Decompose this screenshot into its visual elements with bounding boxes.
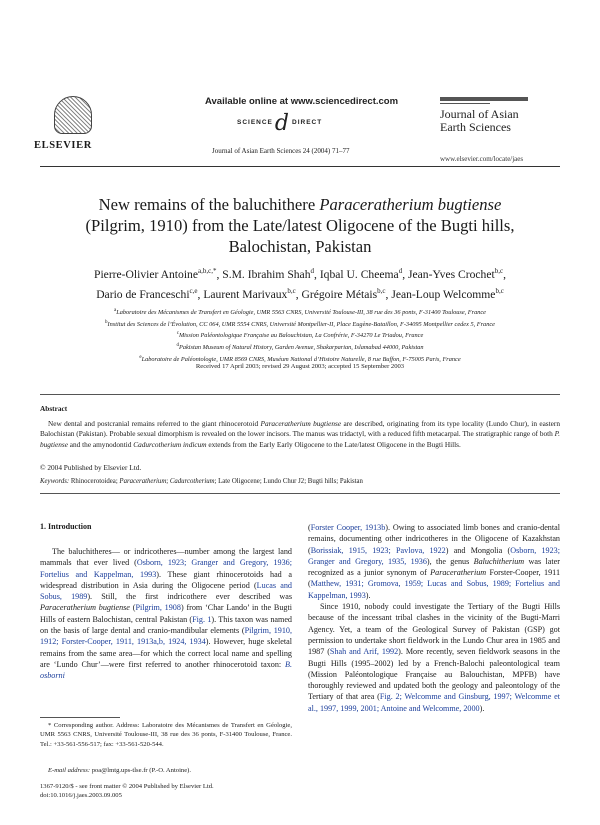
- header-rule: [40, 166, 560, 167]
- author: Jean-Loup Welcomme$^{b,c}$: [391, 286, 504, 301]
- affiliation: $^d$Pakistan Museum of Natural History, Garden Avenue, Shakarparian, Islamabad 44000, Pakistan: [176, 343, 424, 352]
- journal-line: [440, 103, 490, 104]
- title-line-2: (Pilgrim, 1910) from the Late/latest Oligocene of the Bugti hills,: [85, 216, 515, 235]
- corresponding-author-footnote: * Corresponding author. Address: Laboratoire des Mécanismes de Transfert en Géologie, UMR 5563 CNRS, Université Toulouse-III, 38 rue des 36 ponts, F-31400 Toulouse, France. Tel.: +33-561-556-517; fax: +33-561-520-544.: [40, 722, 292, 748]
- title-line-1: [40, 194, 560, 215]
- keywords: Keywords: Rhinocerotoidea; Paraceratherium; Cadurcotherium; Late Oligocene; Lundo Chur J2; Bugti hills; Pakistan: [40, 478, 363, 485]
- body-column-right: [308, 522, 560, 714]
- title-species: Paraceratherium bugtiense: [319, 195, 502, 214]
- sd-right: DIRECT: [292, 119, 323, 126]
- issn-line: 1367-9120/$ - see front matter © 2004 Published by Elsevier Ltd.: [40, 783, 214, 790]
- author: Grégoire Métais$^{b,c}$,: [301, 286, 392, 301]
- affiliation: $^c$Mission Paléontologique Française au Balouchistan, La Confrérie, F-34270 Le Triadou, France: [176, 331, 424, 340]
- abstract-rule-top: [40, 394, 560, 395]
- section-heading: 1. Introduction: [40, 522, 92, 531]
- available-online-text: Available online at www.sciencedirect.com: [205, 96, 399, 107]
- journal-name-line2: Earth Sciences: [440, 119, 511, 134]
- citation-link[interactable]: Pilgrim, 1910, 1912; Forster-Cooper, 1911, 1913a,b, 1924, 1934: [40, 626, 292, 647]
- citation-link[interactable]: B. osborni: [40, 659, 292, 681]
- citation-link[interactable]: Osborn, 1923; Granger and Gregory, 1935, 1936: [308, 545, 560, 566]
- author: Pierre-Olivier Antoine$^{a,b,c,*}$,: [94, 267, 223, 281]
- affiliation: $^a$Laboratoire des Mécanismes de Transfert en Géologie, UMR 5563 CNRS, Université Toulouse-III, 38 rue des 36 ponts, F-31400 Toulouse, France: [114, 308, 486, 317]
- issn-doi: [40, 782, 214, 801]
- paragraph: (Forster Cooper, 1913b). Owing to associated limb bones and cranio-dental remains, documenting other indricotheres in the Oligocene of Kazakhstan (Borissiak, 1915, 1923; Pavlova, 1922) and Mongolia (Osborn, 1923; Granger and Gregory, 1935, 1936), the genus Baluchitherium was later recognized as a junior synonym of Paraceratherium Forster-Cooper, 1911 (Matthew, 1931; Gromova, 1959; Lucas and Sobus, 1989; Fortelius and Kappelman, 1993).: [308, 523, 561, 600]
- citation-link[interactable]: Forster Cooper, 1913b: [310, 523, 386, 532]
- journal-bar: [440, 97, 528, 101]
- sciencedirect-logo: [237, 111, 322, 136]
- citation-link[interactable]: Borissiak, 1915, 1923; Pavlova, 1922: [310, 545, 446, 555]
- figure-link[interactable]: Fig. 1: [192, 614, 212, 624]
- journal-citation: Journal of Asian Earth Sciences 24 (2004) 71–77: [212, 147, 350, 155]
- journal-header: [0, 0, 600, 170]
- title-text: New remains of the baluchithere: [98, 195, 320, 214]
- title-line-3: Balochistan, Pakistan: [228, 237, 372, 256]
- abstract-heading: Abstract: [40, 404, 68, 413]
- citation-link[interactable]: Fig. 2; Welcomme and Ginsburg, 1997; Welcomme et al., 1997, 1999, 2001; Antoine and Welcomme, 2000: [308, 692, 560, 713]
- affiliation: $^b$Institut des Sciences de l’Évolution, CC 064, UMR 5554 CNRS, Université Montpellier-II, Place Eugène-Bataillon, F-34095 Montpellier cedex 5, France: [105, 319, 495, 328]
- body-column-left: [40, 546, 292, 682]
- tree-icon: [54, 96, 92, 134]
- article-title: [40, 194, 560, 257]
- author: Dario de Franceschi$^{c,e}$,: [96, 286, 204, 301]
- abstract-copyright: © 2004 Published by Elsevier Ltd.: [40, 463, 142, 472]
- citation-link[interactable]: Shah and Arif, 1992: [329, 647, 399, 657]
- affiliations: [40, 306, 560, 364]
- citation-link[interactable]: Osborn, 1923; Granger and Gregory, 1936; Fortelius and Kappelman, 1993: [40, 558, 292, 579]
- received-dates: Received 17 April 2003; revised 29 August 2003; accepted 15 September 2003: [195, 363, 405, 370]
- paragraph: The baluchitheres— or indricotheres—number among the largest land mammals that ever lived (Osborn, 1923; Granger and Gregory, 1936; Fortelius and Kappelman, 1993). These giant rhinocerotoids had a widespread distribution in Asia during the Oligocene period (Lucas and Sobus, 1989). Still, the first indricothere ever described was Paraceratherium bugtiense (Pilgrim, 1908) from ‘Char Lando’ in the Bugti Hills of eastern Balochistan, central Pakistan (Fig. 1). This taxon was named on the basis of large dental and cranio-mandibular elements (Pilgrim, 1910, 1912; Forster-Cooper, 1911, 1913a,b, 1924, 1934). However, huge skeletal remains from the same area—for which the correct local name and spelling are ‘Lundo Chur’—were first referred to another rhinocerotoid taxon: B. osborni: [40, 547, 292, 681]
- citation-link[interactable]: Lucas and Sobus, 1989: [40, 580, 292, 602]
- email-footnote: E-mail address: poa@lmtg.ups-tlse.fr (P.-O. Antoine).: [48, 767, 191, 774]
- abstract-text: New dental and postcranial remains referred to the giant rhinocerotoid Paraceratherium bugtiense are described, originating from its type locality (Lundo Chur), in eastern Balochistan (Pakistan). Probable sexual dimorphism is revealed on the lower incisors. The manus was tridactyl, with a reduced fifth metacarpal. The stratigraphic range of both P. bugtiense and the amynodontid Cadurcotherium indicum extends from the Early Early Oligocene to the Late/latest Oligocene in the Bugti Hills.: [40, 419, 560, 449]
- author: S.M. Ibrahim Shah$^d$,: [222, 267, 320, 281]
- citation-link[interactable]: Matthew, 1931; Gromova, 1959; Lucas and Sobus, 1989; Fortelius and Kappelman, 1993: [308, 579, 560, 600]
- author: Iqbal U. Cheema$^d$,: [319, 267, 408, 281]
- affiliation: $^e$Laboratoire de Paléontologie, UMR 8569 CNRS, Muséum National d’Histoire Naturelle, 8 rue Buffon, F-75005 Paris, France: [139, 354, 461, 363]
- abstract-rule-bottom: [40, 493, 560, 494]
- sd-at-icon: d: [274, 111, 290, 136]
- paragraph: Since 1910, nobody could investigate the Tertiary of the Bugti Hills because of the incessant tribal clashes in the vicinity of the Bugti-Marri Agency. Yet, a team of the Geological Survey of Pakistan (GSP) got permission to undertake short fieldwork in the Lundo Chur area in 1985 and 1987 (Shah and Arif, 1992). More recently, seven fieldwork seasons in the Bugti Hills (1995–2002) led by a French-Balochi paleontological team (Mission Paléontologique Française au Balouchistan, MPFB) have thoroughly reviewed and updated both the geology and paleontology of the Tertiary of that area (Fig. 2; Welcomme and Ginsburg, 1997; Welcomme et al., 1997, 1999, 2001; Antoine and Welcomme, 2000).: [308, 602, 560, 713]
- journal-name-line1: Journal of Asian: [440, 107, 519, 121]
- journal-url[interactable]: www.elsevier.com/locate/jaes: [440, 155, 524, 163]
- author: Laurent Marivaux$^{b,c}$,: [203, 286, 302, 301]
- footnote-rule: [40, 717, 120, 718]
- author-list: [40, 263, 560, 303]
- email-address[interactable]: poa@lmtg.ups-tlse.fr (P.-O. Antoine).: [90, 767, 191, 774]
- doi-line[interactable]: doi:10.1016/j.jaes.2003.09.005: [40, 792, 122, 800]
- journal-title-block: [440, 97, 560, 133]
- author: Jean-Yves Crochet$^{b,c}$,: [407, 267, 506, 281]
- sd-left: SCIENCE: [237, 119, 273, 126]
- citation-link[interactable]: Pilgrim, 1908: [135, 603, 181, 613]
- publisher-name: ELSEVIER: [34, 140, 92, 151]
